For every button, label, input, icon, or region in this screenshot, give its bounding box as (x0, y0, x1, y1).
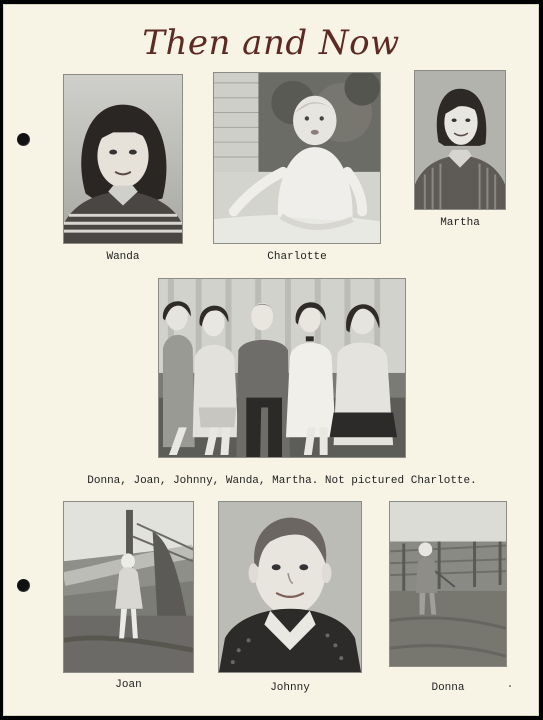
caption-martha: Martha (440, 217, 480, 229)
photo-group (158, 278, 406, 458)
paper-speck (509, 685, 511, 687)
page-title: Then and Now (142, 23, 400, 63)
caption-charlotte: Charlotte (267, 251, 327, 263)
caption-group: Donna, Joan, Johnny, Wanda, Martha. Not pictured Charlotte. (87, 475, 477, 487)
binder-hole-top (17, 133, 30, 146)
caption-joan: Joan (115, 679, 142, 691)
photo-donna (389, 501, 507, 667)
caption-donna: Donna (431, 682, 465, 694)
photo-johnny (218, 501, 362, 673)
photo-joan (63, 501, 194, 673)
photo-wanda (63, 74, 183, 244)
caption-johnny: Johnny (270, 682, 310, 694)
scrapbook-page (3, 4, 539, 716)
binder-hole-bottom (17, 579, 30, 592)
photo-martha (414, 70, 506, 210)
caption-wanda: Wanda (106, 251, 140, 263)
photo-charlotte (213, 72, 381, 244)
